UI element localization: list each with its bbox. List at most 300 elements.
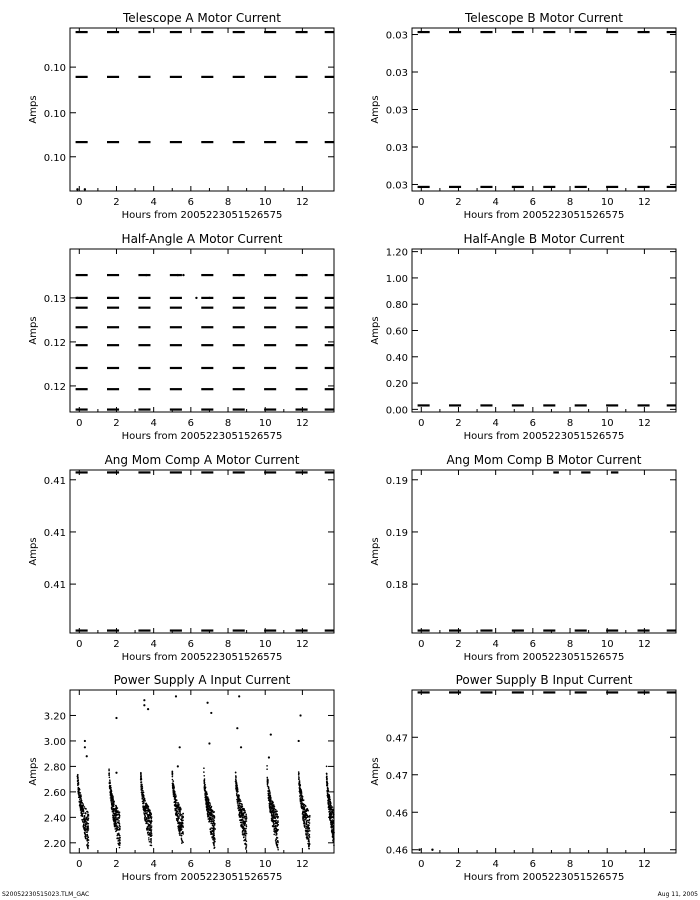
x-tick-label: 6 <box>187 197 195 208</box>
x-tick-label: 0 <box>418 859 425 870</box>
data-point <box>177 814 179 816</box>
data-point <box>274 823 276 825</box>
data-point <box>246 815 248 817</box>
data-point <box>85 838 87 840</box>
y-tick-label: 0.20 <box>385 379 408 391</box>
data-point <box>173 786 175 788</box>
data-point <box>307 810 309 812</box>
y-tick-label: 0.03 <box>385 105 408 117</box>
y-tick-label: 0.41 <box>43 475 66 487</box>
data-point <box>88 828 90 830</box>
data-point <box>179 834 181 836</box>
data-point <box>330 811 332 813</box>
data-point <box>270 812 272 814</box>
data-point <box>331 828 333 830</box>
data-point <box>328 802 330 804</box>
data-point <box>178 826 180 828</box>
data-point <box>273 805 275 807</box>
data-series <box>418 32 676 187</box>
data-point <box>141 779 143 781</box>
data-point <box>143 800 145 802</box>
data-point <box>172 780 174 782</box>
data-point <box>238 695 240 697</box>
data-point <box>111 802 113 804</box>
data-point <box>327 791 329 793</box>
chart-title: Half-Angle A Motor Current <box>121 232 283 246</box>
y-axis-label: Amps <box>28 757 39 786</box>
data-point <box>148 834 150 836</box>
data-point <box>115 772 117 774</box>
data-point <box>87 842 89 844</box>
data-point <box>141 792 143 794</box>
x-tick-label: 10 <box>258 197 272 208</box>
data-point <box>331 823 333 825</box>
data-point <box>119 835 121 837</box>
data-point <box>110 797 112 799</box>
data-point <box>76 297 78 299</box>
data-point <box>235 776 237 778</box>
data-point <box>268 787 270 789</box>
data-point <box>179 811 181 813</box>
data-point <box>275 811 277 813</box>
x-tick-label: 2 <box>113 639 120 650</box>
data-point <box>175 813 177 815</box>
data-point <box>208 798 210 800</box>
data-point <box>275 820 277 822</box>
data-point <box>326 779 328 781</box>
data-point <box>302 812 304 814</box>
x-tick-label: 2 <box>113 197 120 208</box>
data-point <box>82 806 84 808</box>
data-point <box>332 830 334 832</box>
y-tick-label: 0.46 <box>385 808 408 820</box>
data-point <box>332 832 334 834</box>
data-point <box>209 814 211 816</box>
data-point <box>114 828 116 830</box>
plot-frame <box>70 249 334 412</box>
data-point <box>270 274 272 276</box>
y-tick-label: 0.40 <box>385 352 408 364</box>
data-point <box>268 803 270 805</box>
data-point <box>149 830 151 832</box>
data-point <box>242 833 244 835</box>
data-point <box>83 811 85 813</box>
y-tick-label: 0.12 <box>43 381 66 393</box>
data-point <box>331 826 333 828</box>
data-point <box>140 773 142 775</box>
data-point <box>84 833 86 835</box>
data-point <box>112 804 114 806</box>
data-point <box>235 772 237 774</box>
data-point <box>84 188 86 190</box>
y-tick-label: 3.20 <box>43 711 66 723</box>
data-point <box>118 814 120 816</box>
y-tick-label: 0.03 <box>385 180 408 192</box>
data-point <box>151 818 153 820</box>
data-point <box>275 809 277 811</box>
data-point <box>240 826 242 828</box>
data-point <box>238 798 240 800</box>
x-tick-label: 12 <box>638 197 651 208</box>
data-point <box>241 804 243 806</box>
x-tick-label: 4 <box>150 859 157 870</box>
plot-frame <box>412 249 676 412</box>
data-point <box>243 829 245 831</box>
data-point <box>305 818 307 820</box>
data-point <box>178 818 180 820</box>
data-point <box>303 822 305 824</box>
data-point <box>213 811 215 813</box>
data-point <box>275 832 277 834</box>
data-point <box>77 776 79 778</box>
data-point <box>273 828 275 830</box>
y-tick-label: 0.19 <box>385 475 408 487</box>
data-point <box>119 826 121 828</box>
data-point <box>327 788 329 790</box>
x-tick-label: 8 <box>566 859 574 870</box>
x-tick-label: 6 <box>529 418 537 429</box>
data-point <box>309 819 311 821</box>
data-point <box>113 815 115 817</box>
x-tick-label: 0 <box>418 197 425 208</box>
data-point <box>148 814 150 816</box>
data-point <box>148 818 150 820</box>
data-point <box>269 801 271 803</box>
data-point <box>119 837 121 839</box>
x-tick-label: 6 <box>529 197 537 208</box>
data-point <box>304 825 306 827</box>
data-point <box>83 812 85 814</box>
data-point <box>174 794 176 796</box>
data-point <box>115 805 117 807</box>
data-point <box>115 819 117 821</box>
data-point <box>146 807 148 809</box>
data-point <box>274 818 276 820</box>
data-point <box>173 795 175 797</box>
data-point <box>110 789 112 791</box>
data-point <box>116 826 118 828</box>
data-point <box>116 814 118 816</box>
data-point <box>245 828 247 830</box>
data-point <box>77 784 79 786</box>
y-tick-label: 0.03 <box>385 68 408 80</box>
data-point <box>213 820 215 822</box>
data-point <box>277 846 279 848</box>
data-point <box>333 839 335 841</box>
chart-title: Ang Mom Comp B Motor Current <box>446 453 642 467</box>
data-point <box>273 808 275 810</box>
data-point <box>87 815 89 817</box>
data-point <box>117 833 119 835</box>
data-point <box>272 810 274 812</box>
data-point <box>113 804 115 806</box>
data-point <box>151 834 153 836</box>
data-point <box>210 829 212 831</box>
data-point <box>110 796 112 798</box>
data-point <box>143 699 145 701</box>
data-point <box>268 756 270 758</box>
data-point <box>305 830 307 832</box>
data-point <box>179 823 181 825</box>
data-point <box>271 807 273 809</box>
x-axis-label: Hours from 2005223051526575 <box>121 210 283 221</box>
data-point <box>207 813 209 815</box>
data-point <box>246 840 248 842</box>
data-point <box>268 789 270 791</box>
data-point <box>308 822 310 824</box>
data-point <box>82 820 84 822</box>
data-point <box>174 804 176 806</box>
data-point <box>214 828 216 830</box>
data-point <box>246 833 248 835</box>
data-point <box>172 771 174 773</box>
data-point <box>148 808 150 810</box>
data-point <box>306 808 308 810</box>
data-point <box>332 811 334 813</box>
data-point <box>145 274 147 276</box>
x-axis-label: Hours from 2005223051526575 <box>463 210 625 221</box>
x-tick-label: 10 <box>258 639 272 650</box>
data-point <box>240 810 242 812</box>
x-tick-label: 6 <box>187 418 195 429</box>
x-tick-label: 0 <box>418 418 425 429</box>
data-point <box>87 825 89 827</box>
data-point <box>309 834 311 836</box>
data-point <box>267 785 269 787</box>
data-point <box>81 813 83 815</box>
x-tick-label: 2 <box>113 418 120 429</box>
data-point <box>119 847 121 849</box>
x-tick-label: 8 <box>566 639 574 650</box>
data-point <box>84 740 86 742</box>
data-point <box>277 842 279 844</box>
data-point <box>210 712 212 714</box>
y-tick-label: 0.41 <box>43 580 66 592</box>
data-point <box>207 796 209 798</box>
data-point <box>298 771 300 773</box>
data-point <box>304 809 306 811</box>
chart-title: Half-Angle B Motor Current <box>463 232 625 246</box>
data-point <box>180 807 182 809</box>
data-point <box>333 820 335 822</box>
data-point <box>112 796 114 798</box>
data-point <box>208 811 210 813</box>
data-point <box>309 836 311 838</box>
data-point <box>176 819 178 821</box>
data-point <box>109 779 111 781</box>
data-point <box>182 826 184 828</box>
data-point <box>82 814 84 816</box>
data-point <box>140 786 142 788</box>
data-point <box>149 810 151 812</box>
data-point <box>212 834 214 836</box>
data-point <box>301 800 303 802</box>
data-point <box>109 781 111 783</box>
data-point <box>333 821 335 823</box>
data-point <box>243 813 245 815</box>
data-point <box>307 831 309 833</box>
x-tick-label: 12 <box>296 639 309 650</box>
y-tick-label: 0.47 <box>385 733 408 745</box>
data-point <box>179 832 181 834</box>
x-tick-label: 10 <box>600 418 614 429</box>
y-tick-label: 0.18 <box>385 580 408 592</box>
data-point <box>306 824 308 826</box>
y-tick-label: 0.47 <box>385 770 408 782</box>
data-point <box>195 297 197 299</box>
data-point <box>117 807 119 809</box>
data-point <box>307 843 309 845</box>
data-point <box>212 811 214 813</box>
data-point <box>142 805 144 807</box>
data-point <box>115 822 117 824</box>
data-point <box>307 837 309 839</box>
data-point <box>113 800 115 802</box>
data-point <box>109 783 111 785</box>
data-point <box>270 733 272 735</box>
data-point <box>308 824 310 826</box>
data-point <box>211 837 213 839</box>
data-point <box>112 806 114 808</box>
data-series <box>76 32 334 190</box>
x-tick-label: 0 <box>76 197 83 208</box>
plot-frame <box>412 470 676 633</box>
data-point <box>84 825 86 827</box>
data-point <box>85 813 87 815</box>
data-point <box>332 817 334 819</box>
data-point <box>86 818 88 820</box>
data-point <box>330 802 332 804</box>
y-tick-label: 0.10 <box>43 152 66 164</box>
data-point <box>240 806 242 808</box>
data-point <box>213 818 215 820</box>
data-point <box>142 792 144 794</box>
data-point <box>142 787 144 789</box>
data-point <box>77 780 79 782</box>
x-tick-label: 8 <box>224 859 232 870</box>
data-point <box>213 823 215 825</box>
data-point <box>147 814 149 816</box>
data-point <box>180 828 182 830</box>
x-tick-label: 10 <box>600 197 614 208</box>
data-point <box>144 816 146 818</box>
data-point <box>146 817 148 819</box>
data-point <box>245 814 247 816</box>
data-point <box>79 792 81 794</box>
y-tick-label: 0.41 <box>43 527 66 539</box>
chart-title: Telescope A Motor Current <box>123 11 281 25</box>
y-tick-label: 0.03 <box>385 142 408 154</box>
data-point <box>238 796 240 798</box>
chart-panel <box>370 232 676 442</box>
y-tick-label: 0.03 <box>385 30 408 42</box>
x-tick-label: 10 <box>258 418 272 429</box>
data-point <box>108 770 110 772</box>
data-point <box>173 788 175 790</box>
data-point <box>176 810 178 812</box>
data-point <box>146 828 148 830</box>
data-point <box>305 815 307 817</box>
data-point <box>329 815 331 817</box>
data-point <box>239 819 241 821</box>
x-tick-label: 6 <box>187 639 195 650</box>
data-point <box>299 797 301 799</box>
data-point <box>172 774 174 776</box>
data-point <box>114 817 116 819</box>
data-point <box>119 839 121 841</box>
data-point <box>267 782 269 784</box>
x-tick-label: 6 <box>529 639 537 650</box>
x-tick-label: 4 <box>150 418 157 429</box>
data-point <box>84 808 86 810</box>
data-point <box>88 817 90 819</box>
data-point <box>301 802 303 804</box>
data-point <box>240 816 242 818</box>
data-point <box>146 813 148 815</box>
plot-frame <box>412 690 676 853</box>
data-point <box>239 815 241 817</box>
data-point <box>277 849 279 851</box>
data-point <box>303 806 305 808</box>
data-point <box>241 824 243 826</box>
data-point <box>146 822 148 824</box>
data-point <box>236 791 238 793</box>
data-point <box>240 746 242 748</box>
data-point <box>309 843 311 845</box>
data-point <box>242 808 244 810</box>
data-point <box>332 810 334 812</box>
data-point <box>276 825 278 827</box>
data-point <box>308 845 310 847</box>
data-point <box>149 825 151 827</box>
data-point <box>141 789 143 791</box>
data-point <box>87 831 89 833</box>
x-tick-label: 6 <box>529 859 537 870</box>
data-point <box>177 804 179 806</box>
data-point <box>209 802 211 804</box>
data-point <box>174 798 176 800</box>
data-point <box>172 784 174 786</box>
data-point <box>145 819 147 821</box>
data-point <box>298 773 300 775</box>
data-point <box>108 774 110 776</box>
y-tick-label: 0.46 <box>385 845 408 857</box>
data-point <box>203 771 205 773</box>
x-axis-label: Hours from 2005223051526575 <box>463 652 625 663</box>
data-point <box>147 826 149 828</box>
y-tick-label: 0.13 <box>43 293 66 305</box>
data-point <box>113 811 115 813</box>
data-point <box>235 787 237 789</box>
data-point <box>78 791 80 793</box>
data-series <box>76 274 334 410</box>
footer-date-label: Aug 11, 2005 <box>657 891 698 898</box>
data-point <box>206 809 208 811</box>
data-point <box>210 809 212 811</box>
data-point <box>178 830 180 832</box>
x-tick-label: 8 <box>566 197 574 208</box>
data-point <box>246 844 248 846</box>
data-series <box>418 692 676 850</box>
y-tick-label: 0.10 <box>43 108 66 120</box>
y-tick-label: 2.20 <box>43 838 66 850</box>
x-tick-label: 2 <box>455 859 462 870</box>
y-tick-label: 0.80 <box>385 300 408 312</box>
data-point <box>80 806 82 808</box>
data-point <box>86 823 88 825</box>
data-point <box>141 794 143 796</box>
data-point <box>246 824 248 826</box>
